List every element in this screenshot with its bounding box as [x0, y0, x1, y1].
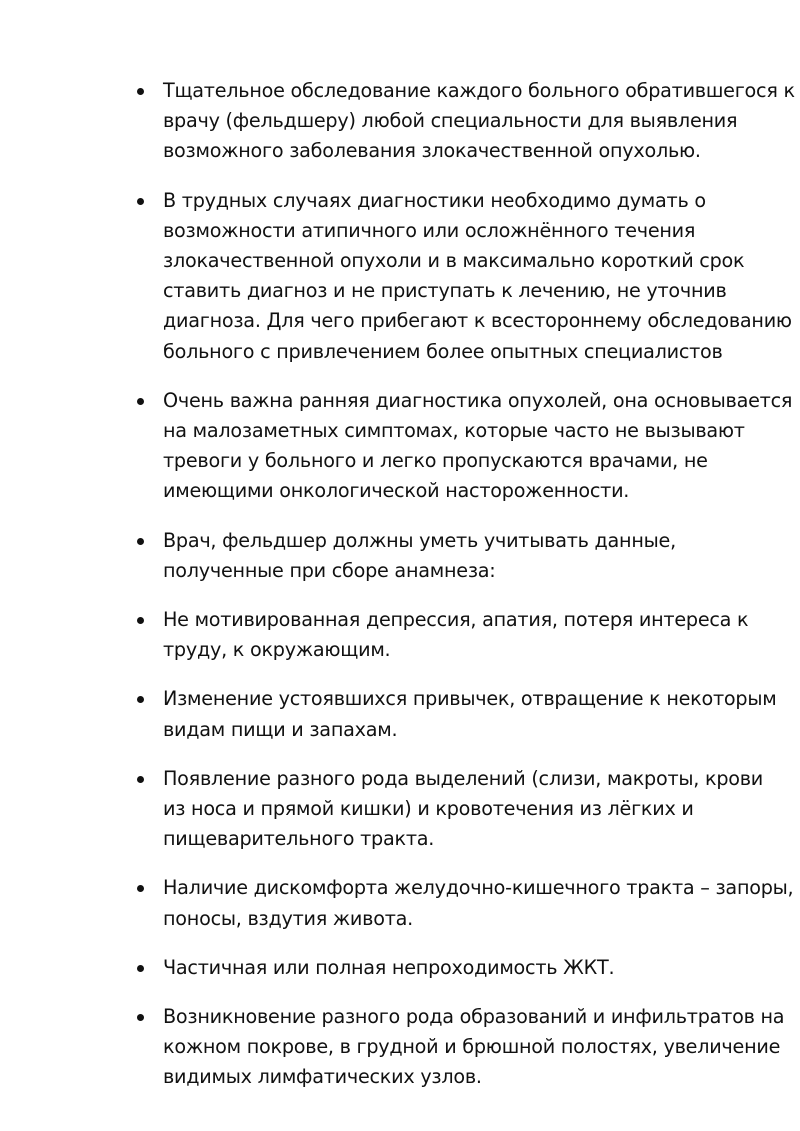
list-item-line: пищеварительного тракта.: [163, 827, 435, 851]
list-item: [133, 873, 794, 933]
list-item-line: Не мотивированная депрессия, апатия, потеря интереса к: [163, 608, 749, 632]
list-item-line: врачу (фельдшеру) любой специальности для выявления: [163, 109, 738, 133]
list-item: [133, 186, 792, 367]
bullet-icon: [137, 776, 144, 783]
list-item-line: Наличие дискомфорта желудочно-кишечного тракта – запоры,: [163, 876, 794, 900]
list-item: [133, 605, 758, 665]
list-item: [133, 386, 793, 507]
list-item-line: ставить диагноз и не приступать к лечению, не уточнив: [163, 279, 727, 303]
list-item: [133, 1002, 785, 1093]
list-item-line: диагноза. Для чего прибегают к всестороннему обследованию: [163, 309, 792, 333]
list-item-line: возможного заболевания злокачественной опухолью.: [163, 139, 701, 163]
list-item: [133, 76, 795, 167]
list-item-line: злокачественной опухоли и в максимально короткий срок: [163, 249, 745, 273]
list-item-line: на малозаметных симптомах, которые часто не вызывают: [163, 419, 745, 443]
list-item-line: труду, к окружающим.: [163, 638, 391, 662]
list-item-line: тревоги у больного и легко пропускаются врачами, не: [163, 449, 708, 473]
list-item: [133, 526, 758, 586]
list-item: [133, 684, 777, 744]
list-item-line: Возникновение разного рода образований и инфильтратов на: [163, 1005, 785, 1029]
list-item-line: видимых лимфатических узлов.: [163, 1065, 482, 1089]
list-item-line: полученные при сборе анамнеза:: [163, 558, 496, 582]
list-item-line: Частичная или полная непроходимость ЖКТ.: [163, 955, 615, 979]
bullet-icon: [137, 398, 144, 405]
list-item-line: видам пищи и запахам.: [163, 717, 398, 741]
list-item-line: Очень важна ранняя диагностика опухолей, она основывается: [163, 388, 793, 412]
bullet-icon: [137, 198, 144, 205]
bullet-icon: [137, 696, 144, 703]
list-item-line: Тщательное обследование каждого больного обратившегося к: [163, 79, 795, 102]
list-item-line: имеющими онкологической настороженности.: [163, 479, 630, 503]
bullet-icon: [137, 885, 144, 892]
list-item-line: Появление разного рода выделений (слизи, макроты, крови: [163, 766, 764, 790]
list-item-line: поносы, вздутия живота.: [163, 906, 413, 930]
list-item-line: Изменение устоявшихся привычек, отвращение к некоторым: [163, 687, 777, 711]
bullet-icon: [137, 88, 144, 95]
list-item-line: больного с привлечением более опытных специалистов: [163, 339, 723, 363]
list-item: [133, 953, 758, 983]
bullet-icon: [137, 617, 144, 624]
bullet-list: [133, 76, 795, 1112]
bullet-icon: [137, 538, 144, 545]
bullet-icon: [137, 965, 144, 972]
list-item-line: из носа и прямой кишки) и кровотечения из лёгких и: [163, 797, 694, 821]
bullet-icon: [137, 1014, 144, 1021]
list-item-line: В трудных случаях диагностики необходимо думать о: [163, 188, 706, 212]
list-item: [133, 764, 764, 855]
list-item-line: кожном покрове, в грудной и брюшной полостях, увеличение: [163, 1035, 781, 1059]
list-item-line: возможности атипичного или осложнённого течения: [163, 218, 696, 242]
list-item-line: Врач, фельдшер должны уметь учитывать данные,: [163, 528, 676, 552]
